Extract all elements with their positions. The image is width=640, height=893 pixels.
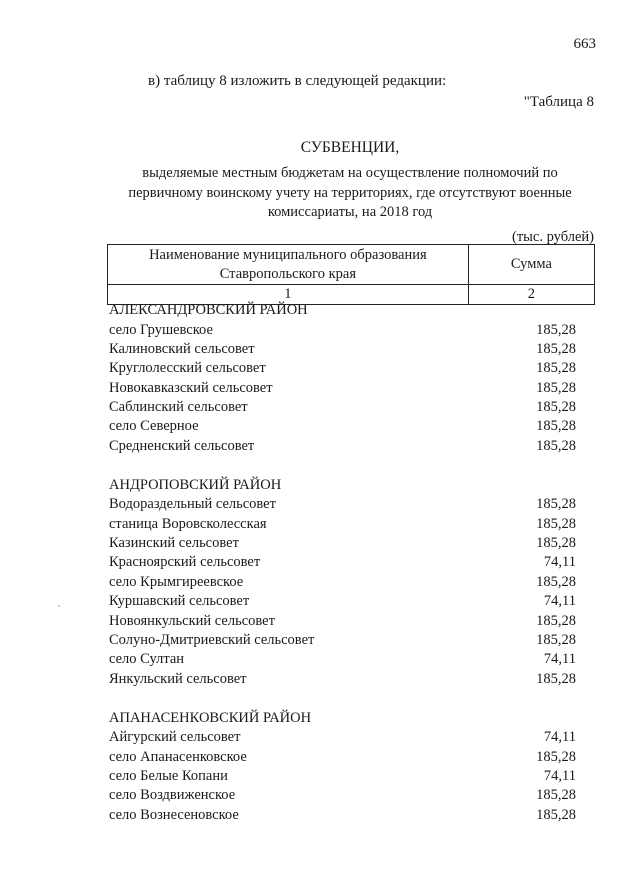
row-name: Айгурский сельсовет: [109, 729, 241, 746]
subvention-list: [109, 301, 576, 825]
table-row: [109, 417, 576, 436]
table-row: [109, 379, 576, 398]
row-name: Новокавказский сельсовет: [109, 379, 273, 396]
row-amount: 185,28: [536, 631, 576, 648]
row-name: село Воздвиженское: [109, 787, 236, 804]
intro-text: в) таблицу 8 изложить в следующей редакции:: [148, 73, 447, 89]
row-name: Водораздельный сельсовет: [109, 496, 276, 513]
row-name: Саблинский сельсовет: [109, 399, 248, 416]
row-amount: 185,28: [536, 670, 576, 687]
row-amount: 185,28: [536, 321, 576, 338]
district-section: [109, 476, 576, 689]
row-name: село Северное: [109, 418, 199, 435]
table-row: [109, 340, 576, 359]
row-name: Солуно-Дмитриевский сельсовет: [109, 631, 315, 648]
document-title: СУБВЕНЦИИ,: [300, 139, 400, 156]
row-amount: 185,28: [536, 399, 576, 416]
table-row: [109, 670, 576, 689]
table-row: [109, 612, 576, 631]
table-header: [107, 244, 595, 305]
table-row: [109, 786, 576, 805]
district-section: [109, 709, 576, 825]
page-number: 663: [573, 36, 596, 52]
row-amount: 185,28: [536, 787, 576, 804]
row-amount: 185,28: [536, 496, 576, 513]
row-amount: 185,28: [536, 535, 576, 552]
header-name-line: Наименование муниципального образования: [149, 246, 427, 263]
row-amount: 185,28: [536, 379, 576, 396]
row-name: Куршавский сельсовет: [109, 593, 250, 610]
table-row: [109, 495, 576, 514]
row-amount: 185,28: [536, 573, 576, 590]
row-amount: 74,11: [543, 729, 576, 746]
row-amount: 74,11: [543, 593, 576, 610]
column-number-1: 1: [108, 285, 469, 305]
column-number-2: 2: [468, 285, 594, 305]
row-name: село Вознесеновское: [109, 806, 239, 823]
district-section: [109, 301, 576, 456]
row-name: село Крымгиреевское: [109, 573, 244, 590]
table-row: [109, 767, 576, 786]
district-heading: АНДРОПОВСКИЙ РАЙОН: [109, 476, 282, 493]
subtitle-line: первичному воинскому учету на территориях, где отсутствуют военные: [128, 184, 572, 201]
district-heading: АПАНАСЕНКОВСКИЙ РАЙОН: [109, 709, 312, 726]
row-name: станица Воровсколесская: [109, 515, 267, 532]
subtitle-line: комиссариаты, на 2018 год: [267, 204, 433, 220]
row-amount: 185,28: [536, 748, 576, 765]
row-name: село Белые Копани: [109, 767, 228, 784]
district-heading: АЛЕКСАНДРОВСКИЙ РАЙОН: [109, 302, 308, 318]
table-row: [109, 359, 576, 378]
table-row: [109, 631, 576, 650]
table-row: [109, 728, 576, 747]
row-amount: 74,11: [543, 651, 576, 668]
units-label: (тыс. рублей): [512, 229, 594, 245]
table-row: [109, 398, 576, 417]
scan-speck: [58, 605, 60, 607]
table-reference: "Таблица 8: [523, 94, 594, 110]
row-amount: 185,28: [536, 612, 576, 629]
table-row: [109, 437, 576, 456]
row-name: Красноярский сельсовет: [109, 554, 261, 571]
row-name: село Грушевское: [109, 321, 213, 338]
table-row: [109, 573, 576, 592]
row-amount: 185,28: [536, 437, 576, 454]
row-amount: 185,28: [536, 806, 576, 823]
table-row: [109, 650, 576, 669]
row-amount: 185,28: [536, 418, 576, 435]
row-name: село Апанасенковское: [109, 748, 247, 765]
header-name-line: Ставропольского края: [219, 265, 357, 282]
row-amount: 185,28: [536, 515, 576, 532]
table-row: [109, 806, 576, 825]
row-name: Средненский сельсовет: [109, 437, 255, 454]
table-row: [109, 534, 576, 553]
table-row: [109, 592, 576, 611]
header-sum-cell: Сумма: [468, 245, 594, 285]
row-amount: 74,11: [543, 767, 576, 784]
subtitle-line: выделяемые местным бюджетам на осуществление полномочий по: [142, 165, 558, 181]
header-row: [108, 245, 595, 285]
row-amount: 185,28: [536, 360, 576, 377]
table-row: [109, 515, 576, 534]
row-name: Калиновский сельсовет: [109, 340, 255, 357]
row-amount: 185,28: [536, 340, 576, 357]
table-row: [109, 748, 576, 767]
row-name: Янкульский сельсовет: [109, 670, 247, 687]
header-name-cell: [108, 245, 469, 285]
row-amount: 74,11: [543, 554, 576, 571]
row-name: Новоянкульский сельсовет: [109, 612, 275, 629]
table-row: [109, 321, 576, 340]
table-row: [109, 553, 576, 572]
row-name: село Султан: [109, 651, 185, 668]
row-name: Казинский сельсовет: [109, 535, 239, 552]
row-name: Круглолесский сельсовет: [109, 360, 266, 377]
document-subtitle: [100, 164, 600, 223]
